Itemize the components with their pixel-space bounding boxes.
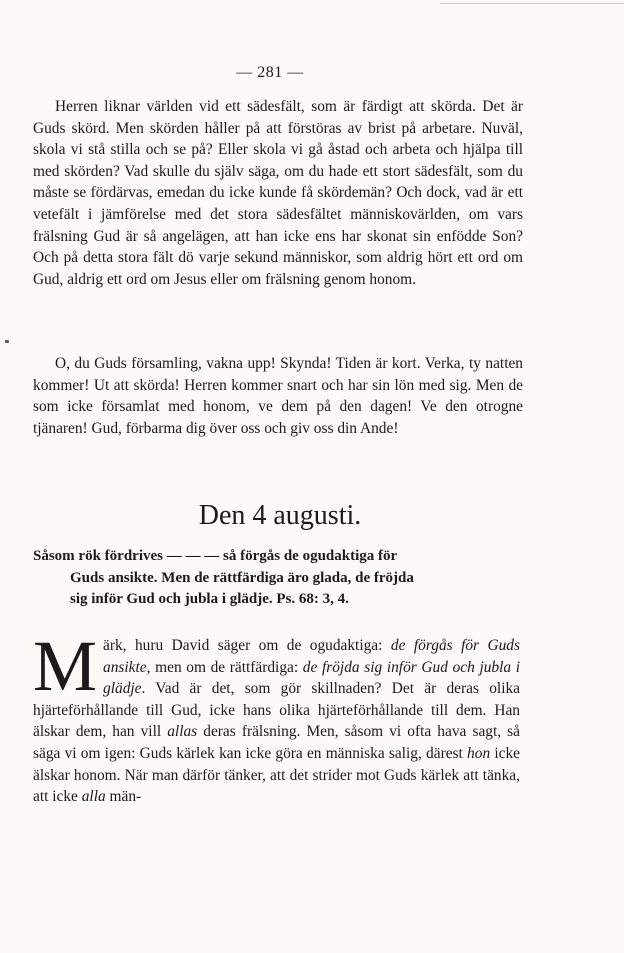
- epigraph-line: sig inför Gud och jubla i glädje. Ps. 68: 3, 4.: [70, 591, 349, 607]
- paragraph: O, du Guds församling, vakna upp! Skynda! Tiden är kort. Verka, ty natten kommer! Ut att skörda! Herren kommer snart och har sin lön med sig. Men de som icke församlat med honom, ve dem på den dagen! Ve den otrogne tjänaren! Gud, förbarma dig över oss och giv oss din Ande!: [33, 355, 523, 437]
- margin-speck: [5, 340, 9, 343]
- paragraph: Herren liknar världen vid ett sädesfält, som är färdigt att skörda. Det är Guds skörd. Men skörden håller på att förstöras av brist på arbetare. Nuväl, skola vi stå stilla och se på? Eller skola vi gå åstad och arbeta och hjälpa till med skörden? Vad skulle du själv säga, om du hade ett stort sädesfält, som du måste se fördärvas, emedan du icke kunde få skördemän? Och dock, vad är ett vetefält i jämförelse med det stora sädesfältet människovärlden, om vars frälsning Gud är så angelägen, att han icke ens har skonat sin enfödde Son? Och på detta stora fält dö varje sekund människor, som aldrig hört ett ord om Gud, aldrig ett ord om Jesus eller om frälsning genom honom.: [33, 98, 523, 288]
- epigraph-line: Såsom rök fördrives — — — så förgås de ogudaktiga för: [33, 548, 398, 564]
- section-heading: Den 4 augusti.: [198, 500, 362, 531]
- emphasis: hon: [467, 744, 491, 762]
- page-number: — 281 —: [236, 64, 304, 81]
- body-text: , men om de rättfärdiga:: [146, 658, 303, 676]
- body-text: ärk, huru David säger om de ogudaktiga:: [103, 637, 391, 654]
- emphasis: alla: [81, 788, 106, 806]
- top-edge-line: [440, 3, 624, 4]
- body-text: icke älskar honom. När man därför tänker, att det strider mot Guds kärlek att tänka, att icke: [33, 744, 521, 806]
- body-text: män-: [105, 788, 142, 806]
- body-text: . Vad är det, som gör skillnaden? Det är deras olika hjärteförhållande till Gud, icke hans olika hjärteförhållande till dem. Han älskar dem, han vill: [33, 680, 520, 741]
- body-text: deras frälsning. Men, såsom vi ofta hava sagt, så säga vi om igen: Guds kärlek kan icke göra en människa salig, därest: [33, 723, 521, 762]
- emphasis: de fröjda sig inför Gud och jubla i glädje: [103, 658, 520, 698]
- epigraph-line: Guds ansikte. Men de rättfärdiga äro glada, de fröjda: [70, 569, 414, 586]
- body-paragraph: [33, 626, 521, 808]
- emphasis: de förgås för Guds ansikte: [103, 637, 520, 676]
- emphasis: allas: [167, 723, 198, 741]
- drop-cap: M: [33, 626, 98, 706]
- epigraph: [33, 546, 523, 611]
